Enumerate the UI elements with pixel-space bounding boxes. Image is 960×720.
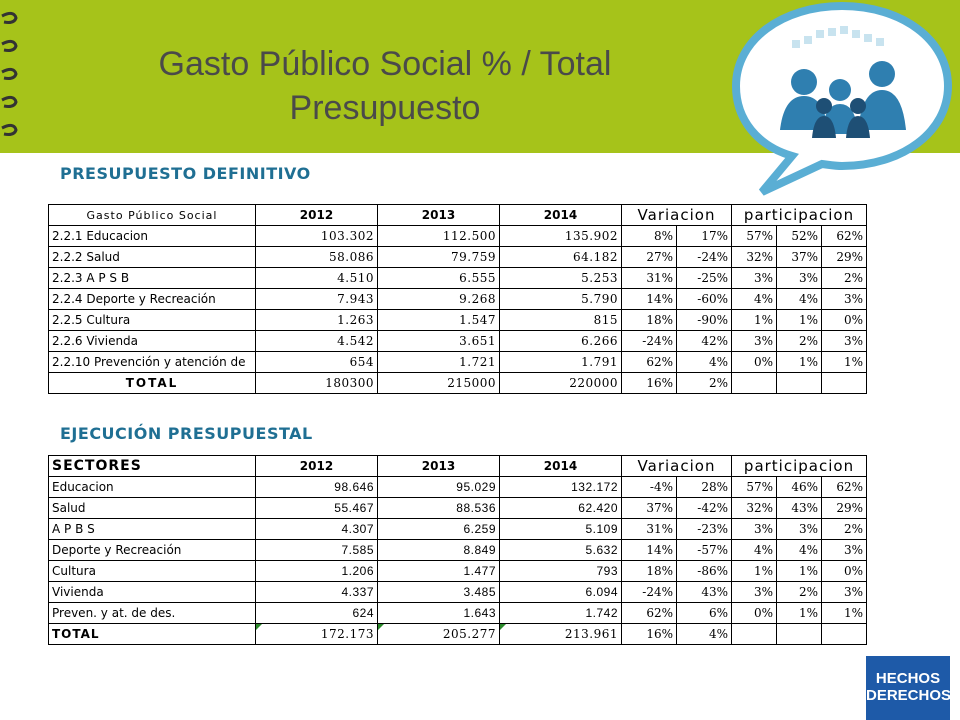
total-2013: 215000 xyxy=(378,373,500,394)
row-label: 2.2.10 Prevención y atención de xyxy=(49,352,256,373)
cell-variacion-2: -86% xyxy=(677,561,732,582)
table-row xyxy=(49,247,867,268)
row-label: 2.2.3 A P S B xyxy=(49,268,256,289)
cell-participacion-2012: 1% xyxy=(732,561,777,582)
header-variacion: Variacion xyxy=(622,205,732,226)
cell-variacion-1: 14% xyxy=(622,289,677,310)
cell-variacion-1: 27% xyxy=(622,247,677,268)
row-label: 2.2.6 Vivienda xyxy=(49,331,256,352)
cell-variacion-1: 18% xyxy=(622,561,677,582)
cell-participacion-2012: 32% xyxy=(732,498,777,519)
row-label: Educacion xyxy=(49,477,256,498)
table-row xyxy=(49,582,867,603)
cell-2014: 815 xyxy=(500,310,622,331)
cell-2012: 103.302 xyxy=(256,226,378,247)
cell-2013: 1.547 xyxy=(378,310,500,331)
header-variacion: Variacion xyxy=(622,456,732,477)
cell-variacion-1: 37% xyxy=(622,498,677,519)
cell-2012: 4.542 xyxy=(256,331,378,352)
cell-participacion-2014: 3% xyxy=(822,582,867,603)
cell-2012: 4.510 xyxy=(256,268,378,289)
header-2012: 2012 xyxy=(256,205,378,226)
cell-participacion-2012: 0% xyxy=(732,603,777,624)
header-2014: 2014 xyxy=(500,456,622,477)
notebook-spiral-icon xyxy=(0,8,26,144)
table-row xyxy=(49,561,867,582)
cell-participacion-2014: 62% xyxy=(822,477,867,498)
cell-participacion-2012: 57% xyxy=(732,226,777,247)
cell-participacion-2013: 37% xyxy=(777,247,822,268)
row-label: Cultura xyxy=(49,561,256,582)
cell-variacion-1: 8% xyxy=(622,226,677,247)
cell-2014: 5.790 xyxy=(500,289,622,310)
cell-variacion-2: 28% xyxy=(677,477,732,498)
cell-2013: 88.536 xyxy=(378,498,500,519)
table-row xyxy=(49,498,867,519)
total-variacion-2: 4% xyxy=(677,624,732,645)
slide-title-line1: Gasto Público Social % / Total xyxy=(158,45,612,83)
cell-participacion-2013: 43% xyxy=(777,498,822,519)
total-label: TOTAL xyxy=(49,373,256,394)
hechos-derechos-logo xyxy=(866,656,950,720)
header-label: SECTORES xyxy=(49,456,256,477)
cell-2012: 7.585 xyxy=(256,540,378,561)
empty-cell xyxy=(732,624,777,645)
cell-2012: 1.263 xyxy=(256,310,378,331)
cell-variacion-2: -42% xyxy=(677,498,732,519)
cell-variacion-1: 62% xyxy=(622,603,677,624)
total-2014: 220000 xyxy=(500,373,622,394)
table-row xyxy=(49,331,867,352)
header-participacion: participacion xyxy=(732,456,867,477)
cell-2013: 1.721 xyxy=(378,352,500,373)
cell-2014: 135.902 xyxy=(500,226,622,247)
total-row xyxy=(49,624,867,645)
cell-2012: 7.943 xyxy=(256,289,378,310)
cell-variacion-1: 31% xyxy=(622,268,677,289)
empty-cell xyxy=(822,373,867,394)
row-label: Preven. y at. de des. xyxy=(49,603,256,624)
section-label-ejecucion: EJECUCIÓN PRESUPUESTAL xyxy=(60,424,313,443)
cell-variacion-2: 42% xyxy=(677,331,732,352)
cell-participacion-2013: 2% xyxy=(777,582,822,603)
row-label: Deporte y Recreación xyxy=(49,540,256,561)
cell-2013: 8.849 xyxy=(378,540,500,561)
cell-participacion-2014: 3% xyxy=(822,540,867,561)
cell-participacion-2012: 3% xyxy=(732,331,777,352)
cell-variacion-2: -24% xyxy=(677,247,732,268)
cell-2012: 55.467 xyxy=(256,498,378,519)
cell-participacion-2012: 1% xyxy=(732,310,777,331)
cell-participacion-2012: 3% xyxy=(732,582,777,603)
table-row xyxy=(49,289,867,310)
cell-participacion-2013: 1% xyxy=(777,561,822,582)
slide-title xyxy=(100,42,670,130)
row-label: Salud xyxy=(49,498,256,519)
section-label-presupuesto: PRESUPUESTO DEFINITIVO xyxy=(60,164,311,183)
cell-participacion-2012: 32% xyxy=(732,247,777,268)
cell-2014: 64.182 xyxy=(500,247,622,268)
header-2012: 2012 xyxy=(256,456,378,477)
cell-participacion-2013: 1% xyxy=(777,352,822,373)
total-variacion-1: 16% xyxy=(622,624,677,645)
total-2012: 172.173 xyxy=(256,624,378,645)
table-row xyxy=(49,603,867,624)
table-row xyxy=(49,352,867,373)
cell-participacion-2014: 29% xyxy=(822,247,867,268)
ejecucion-table xyxy=(48,455,867,645)
cell-2013: 6.555 xyxy=(378,268,500,289)
header-2013: 2013 xyxy=(378,456,500,477)
total-variacion-1: 16% xyxy=(622,373,677,394)
presupuesto-table xyxy=(48,204,867,394)
cell-2014: 132.172 xyxy=(500,477,622,498)
table-row xyxy=(49,268,867,289)
cell-2012: 4.307 xyxy=(256,519,378,540)
cell-2014: 1.742 xyxy=(500,603,622,624)
cell-participacion-2013: 52% xyxy=(777,226,822,247)
cell-2013: 1.643 xyxy=(378,603,500,624)
row-label: 2.2.5 Cultura xyxy=(49,310,256,331)
cell-participacion-2013: 46% xyxy=(777,477,822,498)
table-header-row xyxy=(49,205,867,226)
cell-variacion-1: 14% xyxy=(622,540,677,561)
cell-participacion-2014: 2% xyxy=(822,268,867,289)
row-label: 2.2.2 Salud xyxy=(49,247,256,268)
cell-participacion-2012: 0% xyxy=(732,352,777,373)
cell-participacion-2014: 1% xyxy=(822,603,867,624)
family-speech-bubble-icon xyxy=(722,0,960,200)
cell-participacion-2014: 1% xyxy=(822,352,867,373)
header-participacion: participacion xyxy=(732,205,867,226)
header-2014: 2014 xyxy=(500,205,622,226)
cell-variacion-2: 43% xyxy=(677,582,732,603)
row-label: Vivienda xyxy=(49,582,256,603)
cell-2014: 1.791 xyxy=(500,352,622,373)
cell-2013: 9.268 xyxy=(378,289,500,310)
cell-2013: 79.759 xyxy=(378,247,500,268)
cell-2013: 3.651 xyxy=(378,331,500,352)
table-row xyxy=(49,310,867,331)
table-row xyxy=(49,226,867,247)
cell-variacion-2: -23% xyxy=(677,519,732,540)
total-variacion-2: 2% xyxy=(677,373,732,394)
empty-cell xyxy=(732,373,777,394)
cell-2014: 62.420 xyxy=(500,498,622,519)
cell-2012: 624 xyxy=(256,603,378,624)
cell-variacion-1: 18% xyxy=(622,310,677,331)
total-2013: 205.277 xyxy=(378,624,500,645)
total-row xyxy=(49,373,867,394)
cell-participacion-2014: 29% xyxy=(822,498,867,519)
logo-line2: DERECHOS xyxy=(866,687,952,704)
cell-participacion-2013: 1% xyxy=(777,310,822,331)
row-label: 2.2.1 Educacion xyxy=(49,226,256,247)
cell-2012: 98.646 xyxy=(256,477,378,498)
cell-2013: 112.500 xyxy=(378,226,500,247)
cell-participacion-2012: 4% xyxy=(732,540,777,561)
cell-2013: 95.029 xyxy=(378,477,500,498)
cell-2014: 793 xyxy=(500,561,622,582)
cell-variacion-1: 31% xyxy=(622,519,677,540)
cell-2014: 6.094 xyxy=(500,582,622,603)
table-row xyxy=(49,540,867,561)
row-label: A P B S xyxy=(49,519,256,540)
cell-participacion-2013: 4% xyxy=(777,289,822,310)
cell-variacion-1: 62% xyxy=(622,352,677,373)
cell-2012: 654 xyxy=(256,352,378,373)
cell-variacion-2: 4% xyxy=(677,352,732,373)
header-2013: 2013 xyxy=(378,205,500,226)
cell-2013: 1.477 xyxy=(378,561,500,582)
cell-participacion-2013: 3% xyxy=(777,268,822,289)
cell-2012: 1.206 xyxy=(256,561,378,582)
cell-participacion-2013: 2% xyxy=(777,331,822,352)
cell-participacion-2013: 1% xyxy=(777,603,822,624)
cell-participacion-2014: 0% xyxy=(822,561,867,582)
cell-participacion-2014: 62% xyxy=(822,226,867,247)
empty-cell xyxy=(822,624,867,645)
cell-variacion-2: -60% xyxy=(677,289,732,310)
cell-participacion-2014: 0% xyxy=(822,310,867,331)
cell-variacion-1: -4% xyxy=(622,477,677,498)
cell-participacion-2012: 57% xyxy=(732,477,777,498)
table-row xyxy=(49,519,867,540)
cell-variacion-2: -57% xyxy=(677,540,732,561)
cell-participacion-2013: 4% xyxy=(777,540,822,561)
cell-participacion-2012: 4% xyxy=(732,289,777,310)
table-header-row xyxy=(49,456,867,477)
cell-2014: 5.632 xyxy=(500,540,622,561)
cell-variacion-2: -25% xyxy=(677,268,732,289)
cell-2014: 6.266 xyxy=(500,331,622,352)
cell-2014: 5.253 xyxy=(500,268,622,289)
cell-variacion-1: -24% xyxy=(622,582,677,603)
cell-2014: 5.109 xyxy=(500,519,622,540)
logo-line1: HECHOS xyxy=(875,670,941,687)
cell-2013: 3.485 xyxy=(378,582,500,603)
slide-title-line2: Presupuesto xyxy=(289,89,481,127)
cell-participacion-2012: 3% xyxy=(732,268,777,289)
cell-2013: 6.259 xyxy=(378,519,500,540)
header-label: Gasto Público Social xyxy=(49,205,256,226)
cell-participacion-2014: 3% xyxy=(822,289,867,310)
total-label: TOTAL xyxy=(49,624,256,645)
cell-participacion-2013: 3% xyxy=(777,519,822,540)
table-row xyxy=(49,477,867,498)
cell-variacion-2: 6% xyxy=(677,603,732,624)
cell-variacion-1: -24% xyxy=(622,331,677,352)
row-label: 2.2.4 Deporte y Recreación xyxy=(49,289,256,310)
cell-participacion-2014: 2% xyxy=(822,519,867,540)
empty-cell xyxy=(777,624,822,645)
cell-participacion-2014: 3% xyxy=(822,331,867,352)
cell-variacion-2: 17% xyxy=(677,226,732,247)
cell-participacion-2012: 3% xyxy=(732,519,777,540)
total-2014: 213.961 xyxy=(500,624,622,645)
cell-2012: 58.086 xyxy=(256,247,378,268)
cell-2012: 4.337 xyxy=(256,582,378,603)
total-2012: 180300 xyxy=(256,373,378,394)
cell-variacion-2: -90% xyxy=(677,310,732,331)
empty-cell xyxy=(777,373,822,394)
